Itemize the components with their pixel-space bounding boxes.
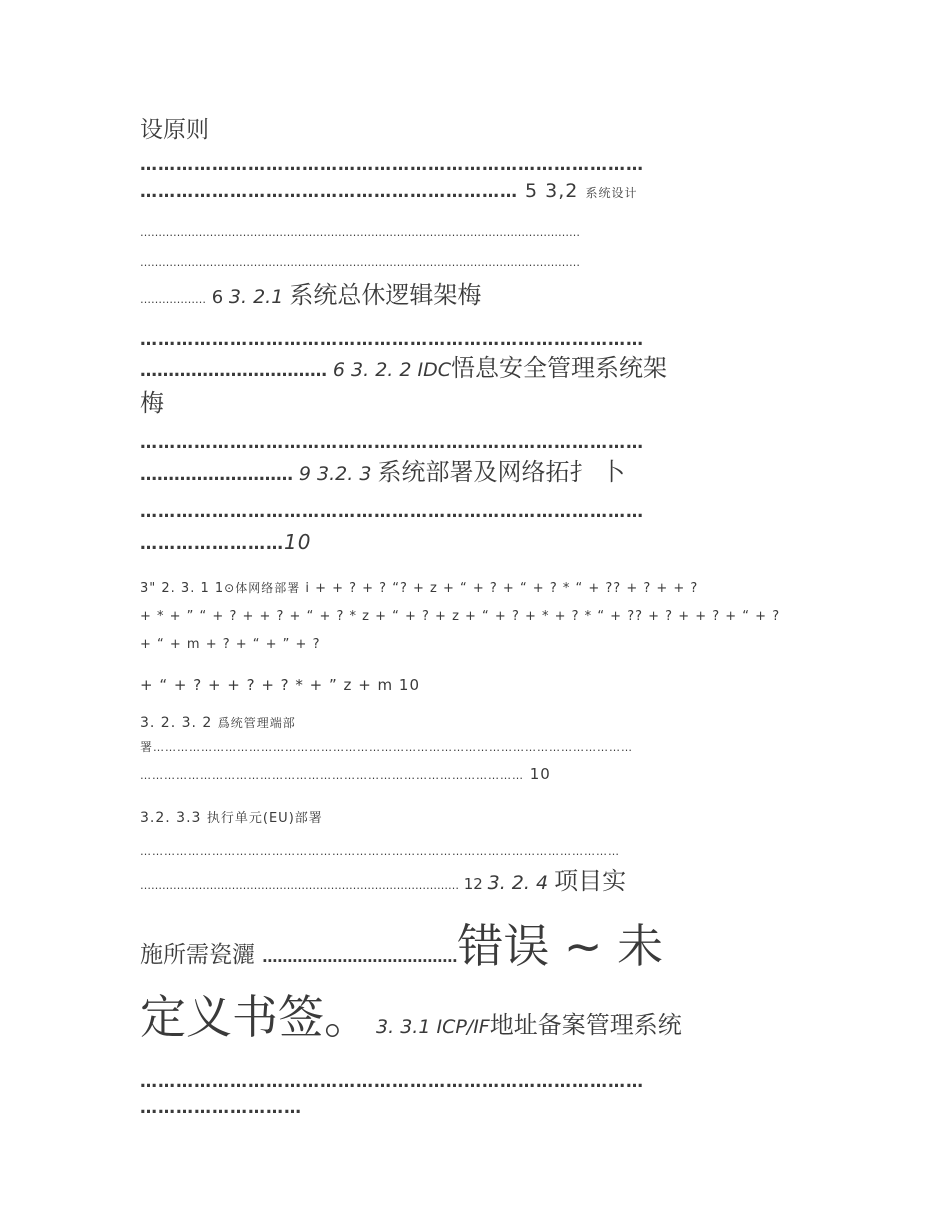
toc-leader bbox=[140, 327, 808, 353]
leader-dots: ………………………………………………………………………… bbox=[140, 1072, 644, 1092]
toc-leader bbox=[140, 152, 808, 178]
toc-leader bbox=[140, 838, 808, 866]
error-message: 定义书签。 bbox=[140, 990, 370, 1044]
toc-leader bbox=[140, 1095, 808, 1121]
toc-leader bbox=[140, 761, 808, 789]
leader-dots: ……………………………………………………… bbox=[140, 182, 518, 202]
toc-entry-3-3-1 bbox=[140, 986, 808, 1061]
section-number: 6 3. 2. 2 IDC bbox=[332, 359, 452, 381]
toc-text: 设原则 bbox=[140, 117, 209, 143]
toc-line-1 bbox=[140, 112, 808, 148]
toc-leader bbox=[140, 734, 808, 761]
toc-leader bbox=[140, 499, 808, 525]
toc-entry-3-2-3-2 bbox=[140, 712, 808, 734]
page-number: 6 bbox=[206, 287, 229, 308]
toc-entry-3-2-2-cont bbox=[140, 386, 808, 420]
toc-text: 梅 bbox=[140, 389, 164, 417]
toc-text-small: ⊙体网络部署 bbox=[224, 581, 301, 595]
section-number: 9 3.2. 3 bbox=[298, 463, 378, 485]
leader-dots: ……………… bbox=[140, 293, 206, 306]
leader-dots: ………………………………………………………………………… bbox=[140, 433, 644, 453]
garbled-text: + “ + ? + + ? + ? * + ” z + m 10 bbox=[140, 676, 420, 694]
garbled-text: i + + ? + ? “? + z + “ + ? + “ + ? * “ + ?? + ? + + ? bbox=[300, 581, 699, 596]
toc-leader bbox=[140, 248, 808, 278]
leader-dots: ………………………………………………………………………………………………………… bbox=[140, 845, 620, 858]
leader-dots: ………………………………………………………………………………………………………… bbox=[140, 226, 580, 239]
garbled-line-page bbox=[140, 674, 808, 696]
page-number: 10 bbox=[284, 530, 312, 554]
leader-dots: …………………………………………………………………………………… bbox=[140, 769, 524, 782]
toc-text-small: 署 bbox=[140, 740, 154, 754]
leader-dots: …………………………… bbox=[140, 361, 333, 381]
toc-leader bbox=[140, 1069, 808, 1095]
leader-dots: ………………………………… bbox=[262, 948, 458, 966]
toc-text: 施所需瓷灑 bbox=[140, 942, 263, 968]
page-number: 12 bbox=[459, 875, 488, 893]
leader-dots: ……………………… bbox=[140, 465, 299, 485]
toc-text-small: 系统设计 bbox=[585, 186, 638, 200]
toc-entry-3-2-1 bbox=[140, 278, 808, 317]
leader-dots: ………………………………………………………………………………………………………… bbox=[140, 256, 580, 269]
leader-dots: …………………… bbox=[140, 534, 284, 554]
toc-text: 悟息安全管理系统架 bbox=[451, 354, 668, 382]
page-number: 10 bbox=[524, 765, 551, 783]
section-number: 3. 2. 3. 2 bbox=[140, 715, 218, 731]
section-number: 3" 2. 3. 1 1 bbox=[140, 581, 225, 596]
toc-entry-3-2-3-3 bbox=[140, 807, 808, 830]
toc-text: 系统总休逻辑架梅 bbox=[289, 281, 482, 309]
section-number: 3. 2. 4 bbox=[487, 872, 555, 894]
toc-entry-3-2-2 bbox=[140, 353, 808, 386]
toc-page bbox=[140, 112, 808, 1121]
toc-text: 系统部署及网络拓扌 卜 bbox=[377, 458, 626, 486]
section-number: 3. 3.1 ICP/IF bbox=[370, 1016, 490, 1038]
toc-entry-2 bbox=[140, 178, 808, 206]
garbled-text: + “ + m + ? + “ + ” + ? bbox=[140, 637, 321, 652]
leader-dots: ………………………………………………………………………… bbox=[140, 155, 644, 175]
leader-dots: ………………………………………………………………………………………………………… bbox=[153, 741, 634, 754]
toc-entry-page bbox=[140, 525, 808, 561]
garbled-text: + * + ” “ + ? + + ? + “ + ? * z + “ + ? + z + “ + ? + * + ? * “ + ?? + ? + + ? + “ + ? bbox=[140, 609, 781, 624]
toc-leader bbox=[140, 430, 808, 456]
toc-text: 地址备案管理系统 bbox=[489, 1011, 682, 1039]
error-message: 错误 ~ 未 bbox=[457, 919, 664, 973]
garbled-line bbox=[140, 634, 808, 656]
toc-entry-error bbox=[140, 915, 808, 986]
toc-entry-3-2-3 bbox=[140, 456, 808, 491]
leader-dots: ……………………… bbox=[140, 1098, 302, 1118]
section-number: 3.2. 3.3 bbox=[140, 810, 207, 826]
section-number: 3. 2.1 bbox=[228, 286, 290, 308]
toc-text-small: 爲统管理端部 bbox=[217, 716, 296, 730]
leader-dots: ………………………………………………………………………… bbox=[140, 502, 644, 522]
leader-dots: ………………………………………………………………………… bbox=[140, 330, 644, 350]
toc-text: 项目实 bbox=[554, 867, 627, 895]
toc-leader bbox=[140, 218, 808, 248]
page-number: 5 3,2 bbox=[518, 180, 586, 202]
toc-entry-3-2-3-1 bbox=[140, 577, 808, 600]
toc-entry-3-2-4 bbox=[140, 866, 808, 901]
garbled-line bbox=[140, 606, 808, 628]
leader-dots: …………………………………………………………………………… bbox=[140, 879, 459, 892]
toc-text-small: 执行单元(EU)部署 bbox=[206, 811, 323, 826]
